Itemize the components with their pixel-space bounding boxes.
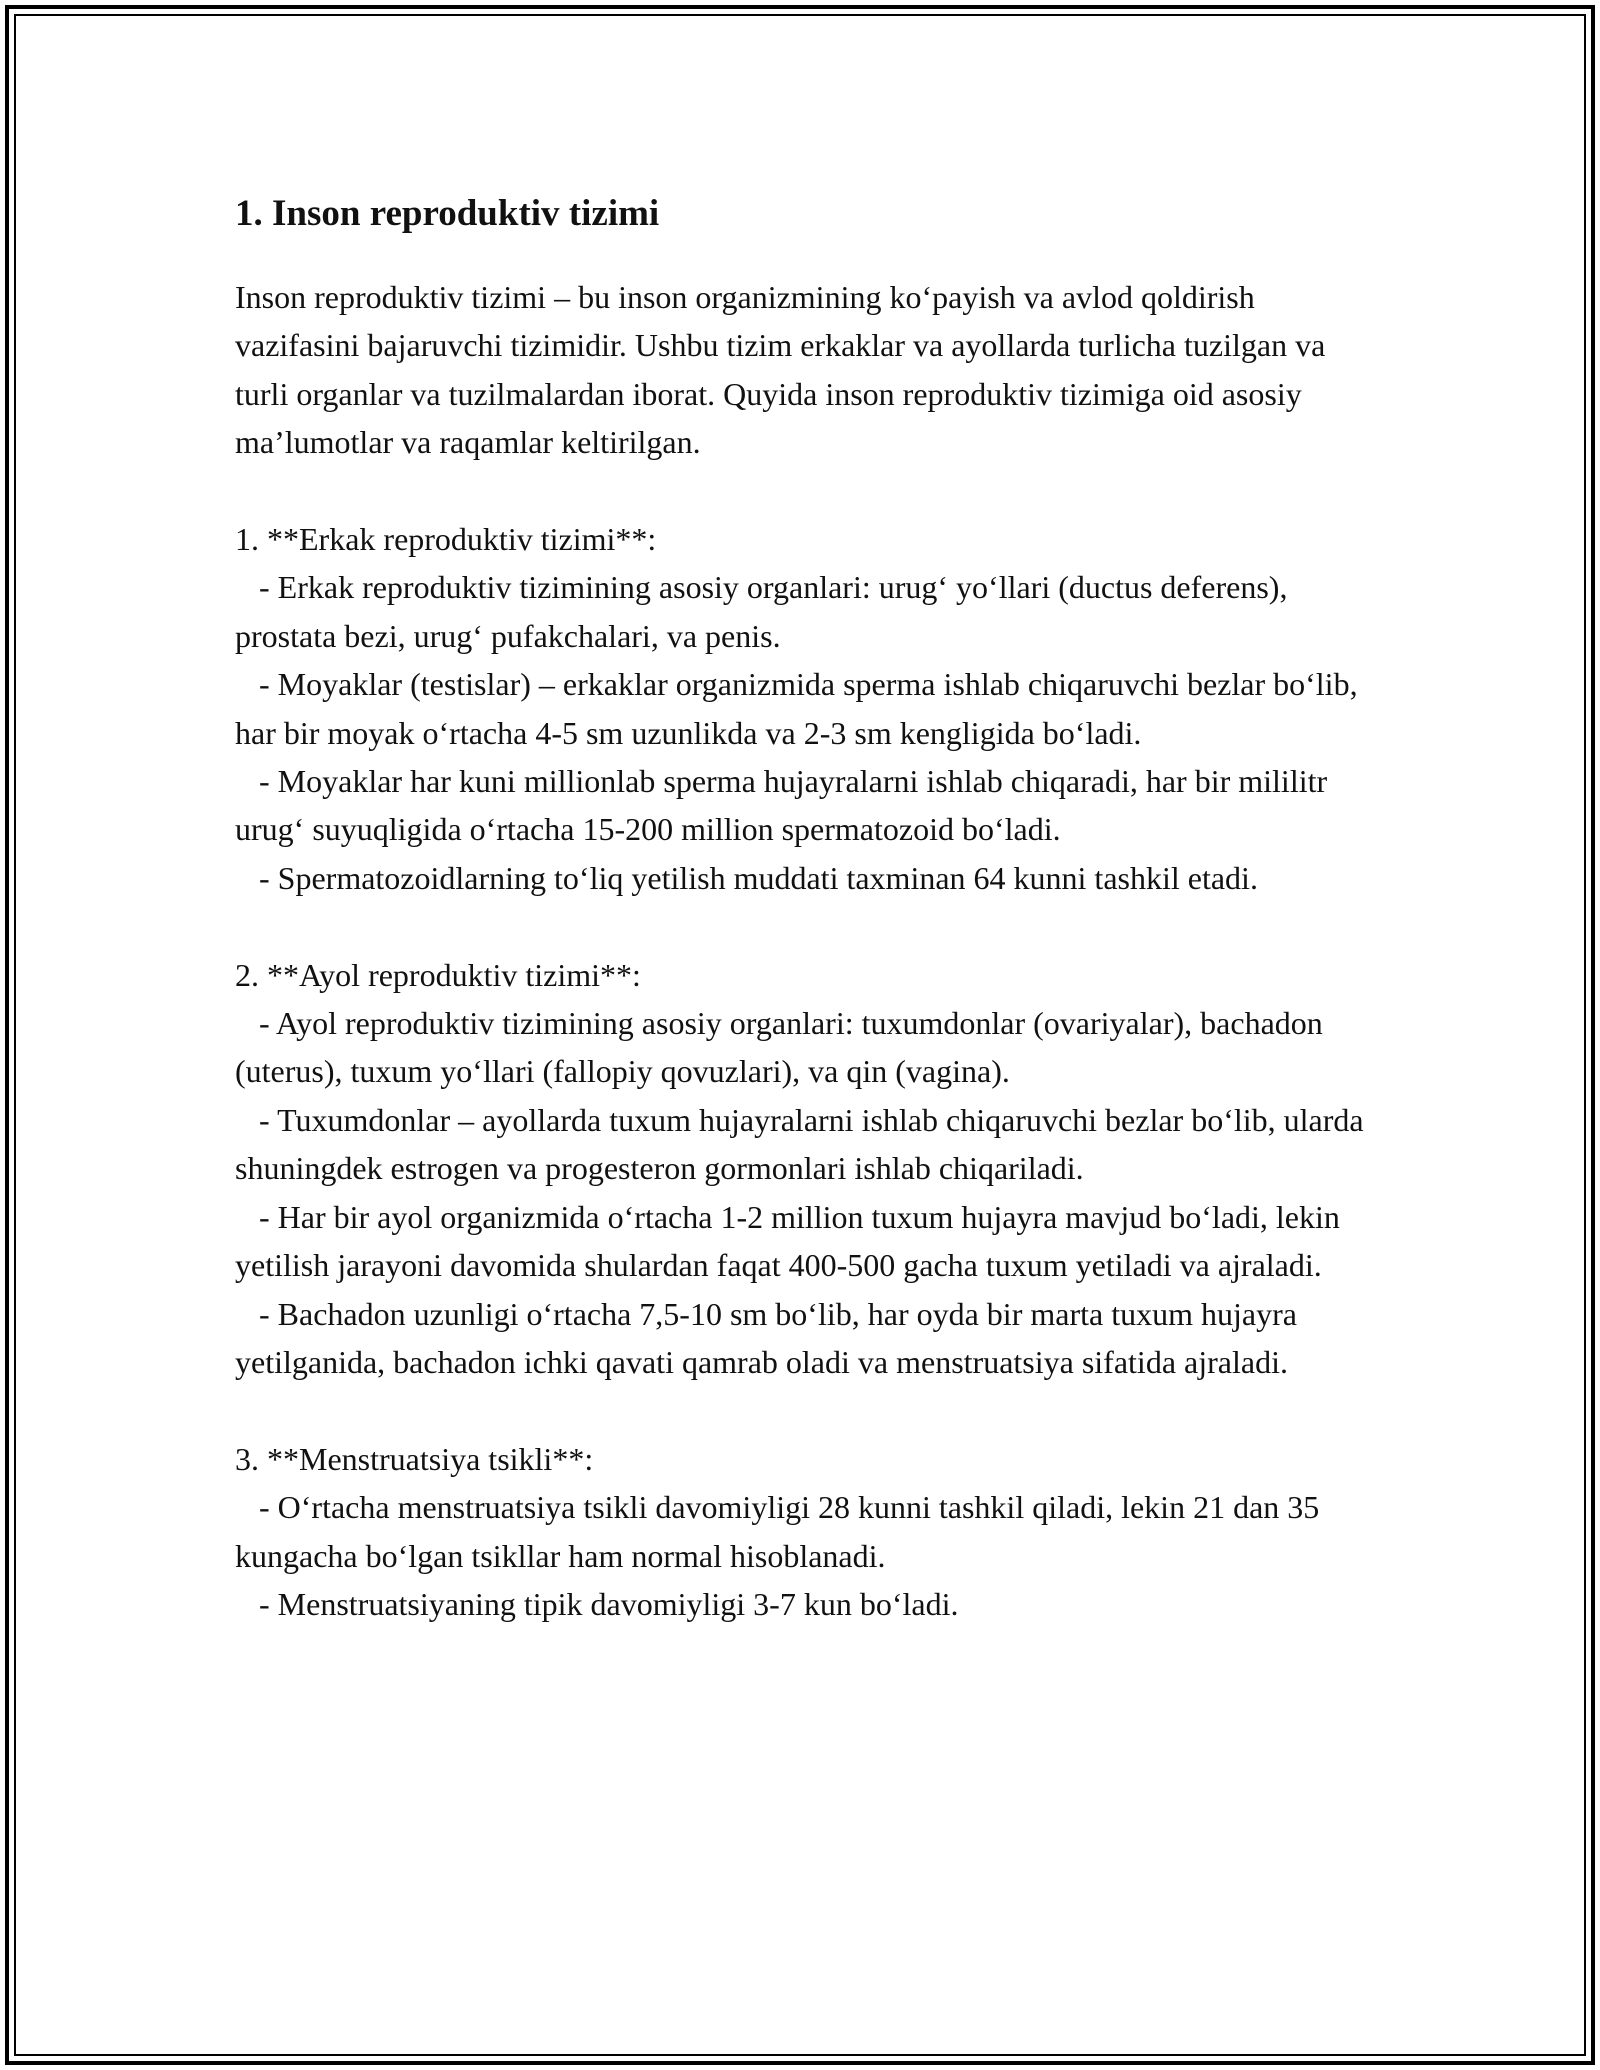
spacer [235,902,1365,950]
intro-paragraph: Inson reproduktiv tizimi – bu inson organizmining ko‘payish va avlod qoldirish vazifasini bajaruvchi tizimidir. Ushbu tizim erkaklar va ayollarda turlicha tuzilgan va turli organlar va tuzilmalardan iborat. Quyida inson reproduktiv tizimiga oid asosiy ma’lumotlar va raqamlar keltirilgan. [235,279,1334,461]
list-item: - Erkak reproduktiv tizimining asosiy organlari: urug‘ yo‘llari (ductus deferens), prostata bezi, urug‘ pufakchalari, va penis. [235,569,1296,654]
document-body [235,185,1372,1628]
list-item: - Bachadon uzunligi o‘rtacha 7,5-10 sm bo‘lib, har oyda bir marta tuxum hujayra yetilganida, bachadon ichki qavati qamrab oladi va menstruatsiya sifatida ajraladi. [235,1295,1305,1380]
list-item: - Menstruatsiyaning tipik davomiyligi 3-7 kun bo‘ladi. [235,1585,959,1622]
section-menstrual-cycle [235,1435,1365,1629]
list-item: - Har bir ayol organizmida o‘rtacha 1-2 million tuxum hujayra mavjud bo‘ladi, lekin yetilish jarayoni davomida shulardan faqat 400-500 gacha tuxum yetiladi va ajraladi. [235,1198,1348,1284]
section-female [235,951,1372,1387]
section-title: 2. **Ayol reproduktiv tizimi**: [235,956,641,993]
list-item: - Spermatozoidlarning to‘liq yetilish muddati taxminan 64 kunni tashkil etadi. [235,859,1258,896]
document-heading: 1. Inson reproduktiv tizimi [235,193,660,234]
section-male [235,515,1365,902]
list-item: - Moyaklar har kuni millionlab sperma hujayralarni ishlab chiqaradi, har bir mililitr urug‘ suyuqligida o‘rtacha 15-200 million spermatozoid bo‘ladi. [235,763,1336,848]
list-item: - Moyaklar (testislar) – erkaklar organizmida sperma ishlab chiqaruvchi bezlar bo‘lib, har bir moyak o‘rtacha 4-5 sm uzunlikda va 2-3 sm kengligida bo‘ladi. [235,666,1366,751]
spacer [235,467,1365,515]
list-item: - O‘rtacha menstruatsiya tsikli davomiyligi 28 kunni tashkil qiladi, lekin 21 dan 35 kungacha bo‘lgan tsikllar ham normal hisoblanadi. [235,1489,1328,1574]
list-item: - Tuxumdonlar – ayollarda tuxum hujayralarni ishlab chiqaruvchi bezlar bo‘lib, ularda shuningdek estrogen va progesteron gormonlari ishlab chiqariladi. [235,1101,1372,1187]
spacer [235,1386,1365,1434]
list-item: - Ayol reproduktiv tizimining asosiy organlari: tuxumdonlar (ovariyalar), bachadon (uterus), tuxum yo‘llari (fallopiy qovuzlari), va qin (vagina). [235,1005,1331,1090]
section-title: 3. **Menstruatsiya tsikli**: [235,1440,594,1477]
section-title: 1. **Erkak reproduktiv tizimi**: [235,521,657,558]
